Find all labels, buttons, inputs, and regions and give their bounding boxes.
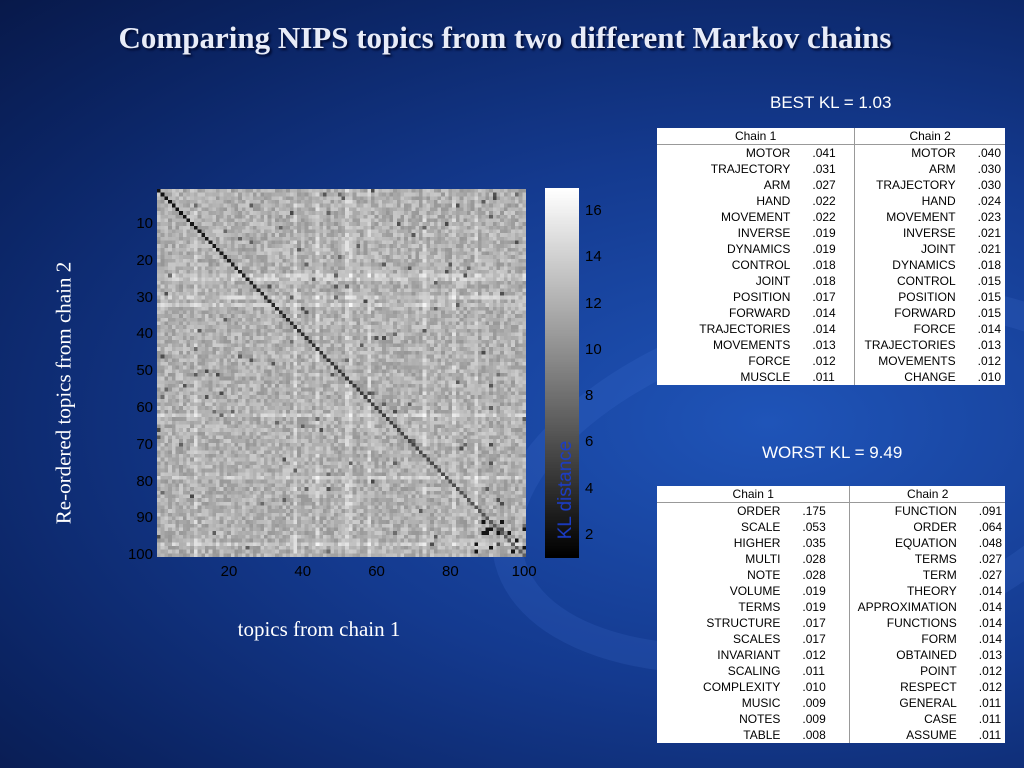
chain2-prob: .012 bbox=[978, 680, 1003, 694]
table-row bbox=[657, 631, 1005, 647]
chain2-prob: .014 bbox=[978, 632, 1003, 646]
chain2-word: FORCE bbox=[913, 322, 956, 336]
table-row bbox=[657, 305, 1005, 321]
chain2-prob: .021 bbox=[977, 226, 1001, 240]
chain2-word: OBTAINED bbox=[896, 648, 957, 662]
chain1-word: INVERSE bbox=[737, 226, 791, 240]
chain1-prob: .175 bbox=[784, 503, 850, 520]
table-row bbox=[657, 615, 1005, 631]
chain2-prob: .014 bbox=[978, 600, 1003, 614]
chain1-prob: .017 bbox=[794, 289, 854, 305]
chain2-word: TERM bbox=[922, 568, 957, 582]
x-tick-label: 40 bbox=[294, 563, 312, 580]
worst-kl-label: WORST KL = 9.49 bbox=[762, 443, 903, 462]
chain2-word: INVERSE bbox=[902, 226, 956, 240]
chain2-prob: .018 bbox=[977, 258, 1001, 272]
chain2-prob: .011 bbox=[978, 712, 1002, 726]
slide-title: Comparing NIPS topics from two different Markov chains bbox=[118, 20, 892, 55]
chain1-word: COMPLEXITY bbox=[703, 680, 781, 694]
chain1-prob: .014 bbox=[794, 305, 854, 321]
table-row bbox=[657, 727, 1005, 743]
chain1-word: MOTOR bbox=[745, 146, 791, 160]
chain2-prob: .064 bbox=[978, 520, 1003, 534]
chain1-word: TRAJECTORIES bbox=[699, 322, 791, 336]
chain2-word: EQUATION bbox=[894, 536, 957, 550]
chain1-prob: .011 bbox=[794, 369, 854, 385]
chain1-word: TABLE bbox=[743, 728, 781, 742]
table-row bbox=[657, 321, 1005, 337]
table-row bbox=[657, 337, 1005, 353]
chain2-prob: .014 bbox=[978, 584, 1003, 598]
chain2-word: TERMS bbox=[914, 552, 957, 566]
colorbar-tick-label: 8 bbox=[585, 387, 594, 405]
colorbar-label: KL distance bbox=[555, 440, 576, 540]
chain2-prob: .091 bbox=[978, 504, 1003, 518]
colorbar-tick-label: 12 bbox=[585, 294, 602, 312]
chain2-word: FUNCTION bbox=[894, 504, 957, 518]
chain2-word: MOVEMENT bbox=[886, 210, 956, 224]
chain1-word: POSITION bbox=[733, 290, 791, 304]
chain1-word: MOVEMENTS bbox=[713, 338, 791, 352]
chain1-word: CONTROL bbox=[731, 258, 791, 272]
chain1-word: NOTES bbox=[739, 712, 781, 726]
chain1-prob: .018 bbox=[794, 257, 854, 273]
chain1-prob: .035 bbox=[784, 535, 850, 551]
chain2-prob: .011 bbox=[978, 696, 1002, 710]
chain2-word: CONTROL bbox=[896, 274, 956, 288]
chain2-prob: .010 bbox=[977, 370, 1001, 384]
y-tick-label: 50 bbox=[136, 362, 153, 380]
chain1-word: SCALING bbox=[727, 664, 781, 678]
chain1-prob: .010 bbox=[784, 679, 850, 695]
chain1-word: TERMS bbox=[738, 600, 781, 614]
y-tick-label: 30 bbox=[136, 288, 153, 306]
y-tick-label: 90 bbox=[136, 509, 153, 527]
chain1-word: TRAJECTORY bbox=[710, 162, 791, 176]
chain2-word: JOINT bbox=[920, 242, 956, 256]
chain2-word: APPROXIMATION bbox=[857, 600, 957, 614]
chain2-word: RESPECT bbox=[900, 680, 957, 694]
x-tick-label: 60 bbox=[368, 563, 385, 580]
y-tick-label: 20 bbox=[136, 251, 153, 269]
table-row bbox=[657, 225, 1005, 241]
chain2-word: TRAJECTORIES bbox=[864, 338, 956, 352]
table-row bbox=[657, 599, 1005, 615]
chain2-prob: .024 bbox=[977, 194, 1001, 208]
best-kl-label: BEST KL = 1.03 bbox=[770, 93, 892, 112]
table-row bbox=[657, 193, 1005, 209]
chain1-word: STRUCTURE bbox=[706, 616, 781, 630]
colorbar-tick-label: 4 bbox=[585, 479, 594, 497]
chain1-prob: .022 bbox=[794, 193, 854, 209]
chain2-prob: .013 bbox=[978, 648, 1003, 662]
chain1-word: JOINT bbox=[755, 274, 791, 288]
chain1-prob: .053 bbox=[784, 519, 850, 535]
chain2-prob: .015 bbox=[977, 290, 1001, 304]
x-tick-label: 20 bbox=[220, 563, 238, 580]
chain2-prob: .048 bbox=[978, 536, 1003, 550]
chain1-prob: .012 bbox=[784, 647, 850, 663]
table-row bbox=[657, 519, 1005, 535]
chain2-prob: .030 bbox=[977, 178, 1001, 192]
chain2-prob: .013 bbox=[977, 338, 1001, 352]
x-axis-label: topics from chain 1 bbox=[237, 617, 401, 641]
chain2-word: FORM bbox=[921, 632, 957, 646]
chain1-prob: .041 bbox=[794, 145, 854, 162]
y-tick-label: 100 bbox=[127, 546, 153, 564]
chain2-word: MOTOR bbox=[911, 146, 956, 160]
chain2-prob: .011 bbox=[978, 728, 1002, 742]
chain2-prob: .027 bbox=[978, 568, 1003, 582]
table-row bbox=[657, 257, 1005, 273]
table-row bbox=[657, 567, 1005, 583]
chain1-word: HIGHER bbox=[733, 536, 781, 550]
chain2-word: GENERAL bbox=[899, 696, 957, 710]
best-chain1-header: Chain 1 bbox=[657, 128, 855, 145]
y-axis-label: Re-ordered topics from chain 2 bbox=[51, 261, 76, 525]
best-kl-table bbox=[657, 128, 1005, 385]
colorbar-tick-label: 14 bbox=[585, 248, 602, 266]
y-tick-label: 70 bbox=[136, 435, 153, 453]
chain2-prob: .015 bbox=[977, 306, 1001, 320]
table-row bbox=[657, 711, 1005, 727]
x-tick-label: 100 bbox=[511, 563, 537, 580]
chain1-prob: .014 bbox=[794, 321, 854, 337]
chain1-prob: .019 bbox=[784, 583, 850, 599]
chain1-word: HAND bbox=[756, 194, 791, 208]
chain2-word: POINT bbox=[920, 664, 957, 678]
best-chain2-header: Chain 2 bbox=[855, 128, 1005, 145]
chain1-word: ORDER bbox=[737, 504, 781, 518]
chain1-prob: .028 bbox=[784, 551, 850, 567]
table-row bbox=[657, 551, 1005, 567]
chain2-word: FORWARD bbox=[894, 306, 956, 320]
chain2-word: MOVEMENTS bbox=[878, 354, 956, 368]
chain1-prob: .017 bbox=[784, 615, 850, 631]
table-row bbox=[657, 535, 1005, 551]
chain2-word: THEORY bbox=[906, 584, 957, 598]
table-row bbox=[657, 503, 1005, 520]
chain2-prob: .040 bbox=[977, 146, 1001, 160]
chain1-prob: .009 bbox=[784, 695, 850, 711]
chain2-prob: .012 bbox=[978, 664, 1003, 678]
worst-chain2-header: Chain 2 bbox=[850, 486, 1005, 503]
chain1-word: INVARIANT bbox=[717, 648, 781, 662]
table-row bbox=[657, 663, 1005, 679]
chain1-prob: .019 bbox=[794, 225, 854, 241]
chain2-prob: .014 bbox=[977, 322, 1001, 336]
chain2-word: ARM bbox=[928, 162, 956, 176]
chain1-word: MUSIC bbox=[741, 696, 781, 710]
x-tick-label: 80 bbox=[442, 563, 459, 580]
chain1-prob: .011 bbox=[784, 663, 850, 679]
colorbar-tick-label: 6 bbox=[585, 433, 594, 451]
chain1-word: MOVEMENT bbox=[721, 210, 791, 224]
chain1-word: MUSCLE bbox=[740, 370, 791, 384]
table-row bbox=[657, 241, 1005, 257]
colorbar-tick-label: 16 bbox=[585, 202, 602, 220]
table-row bbox=[657, 145, 1005, 162]
chain2-prob: .023 bbox=[977, 210, 1001, 224]
chain1-prob: .031 bbox=[794, 161, 854, 177]
y-tick-label: 40 bbox=[136, 325, 153, 343]
table-row bbox=[657, 679, 1005, 695]
chain1-word: ARM bbox=[763, 178, 791, 192]
chain2-prob: .030 bbox=[977, 162, 1001, 176]
kl-heatmap bbox=[157, 189, 526, 557]
chain2-word: DYNAMICS bbox=[892, 258, 956, 272]
table-row bbox=[657, 695, 1005, 711]
table-row bbox=[657, 209, 1005, 225]
chain1-prob: .027 bbox=[794, 177, 854, 193]
table-row bbox=[657, 289, 1005, 305]
chain2-word: ORDER bbox=[913, 520, 957, 534]
y-tick-label: 10 bbox=[136, 214, 153, 232]
table-row bbox=[657, 177, 1005, 193]
chain2-word: ASSUME bbox=[906, 728, 957, 742]
chain2-prob: .027 bbox=[978, 552, 1003, 566]
chain2-prob: .021 bbox=[977, 242, 1001, 256]
chain1-word: FORCE bbox=[748, 354, 791, 368]
chain1-word: MULTI bbox=[745, 552, 781, 566]
table-row bbox=[657, 647, 1005, 663]
chain2-word: POSITION bbox=[898, 290, 956, 304]
chain1-word: SCALES bbox=[733, 632, 781, 646]
chain2-prob: .012 bbox=[977, 354, 1001, 368]
y-tick-label: 80 bbox=[136, 472, 153, 490]
worst-kl-table bbox=[657, 486, 1005, 743]
chain1-prob: .028 bbox=[784, 567, 850, 583]
chain1-word: DYNAMICS bbox=[727, 242, 791, 256]
chain2-word: TRAJECTORY bbox=[876, 178, 956, 192]
chain2-prob: .014 bbox=[978, 616, 1003, 630]
chain1-prob: .008 bbox=[784, 727, 850, 743]
chain2-word: FUNCTIONS bbox=[886, 616, 957, 630]
chain1-prob: .018 bbox=[794, 273, 854, 289]
table-row bbox=[657, 161, 1005, 177]
table-row bbox=[657, 273, 1005, 289]
chain1-word: SCALE bbox=[741, 520, 781, 534]
colorbar-tick-label: 2 bbox=[585, 525, 594, 543]
chain2-prob: .015 bbox=[977, 274, 1001, 288]
chain1-prob: .013 bbox=[794, 337, 854, 353]
chain1-word: FORWARD bbox=[729, 306, 791, 320]
chain2-word: CASE bbox=[924, 712, 957, 726]
chain1-prob: .022 bbox=[794, 209, 854, 225]
worst-chain1-header: Chain 1 bbox=[657, 486, 850, 503]
chain1-prob: .019 bbox=[794, 241, 854, 257]
table-row bbox=[657, 583, 1005, 599]
table-row bbox=[657, 353, 1005, 369]
chain1-word: NOTE bbox=[747, 568, 781, 582]
y-tick-label: 60 bbox=[136, 398, 153, 416]
chain2-word: CHANGE bbox=[904, 370, 956, 384]
colorbar-tick-label: 10 bbox=[585, 340, 602, 358]
chain1-prob: .012 bbox=[794, 353, 854, 369]
chain1-word: VOLUME bbox=[729, 584, 781, 598]
chain1-prob: .019 bbox=[784, 599, 850, 615]
table-row bbox=[657, 369, 1005, 385]
chain1-prob: .009 bbox=[784, 711, 850, 727]
chain1-prob: .017 bbox=[784, 631, 850, 647]
chain2-word: HAND bbox=[921, 194, 956, 208]
